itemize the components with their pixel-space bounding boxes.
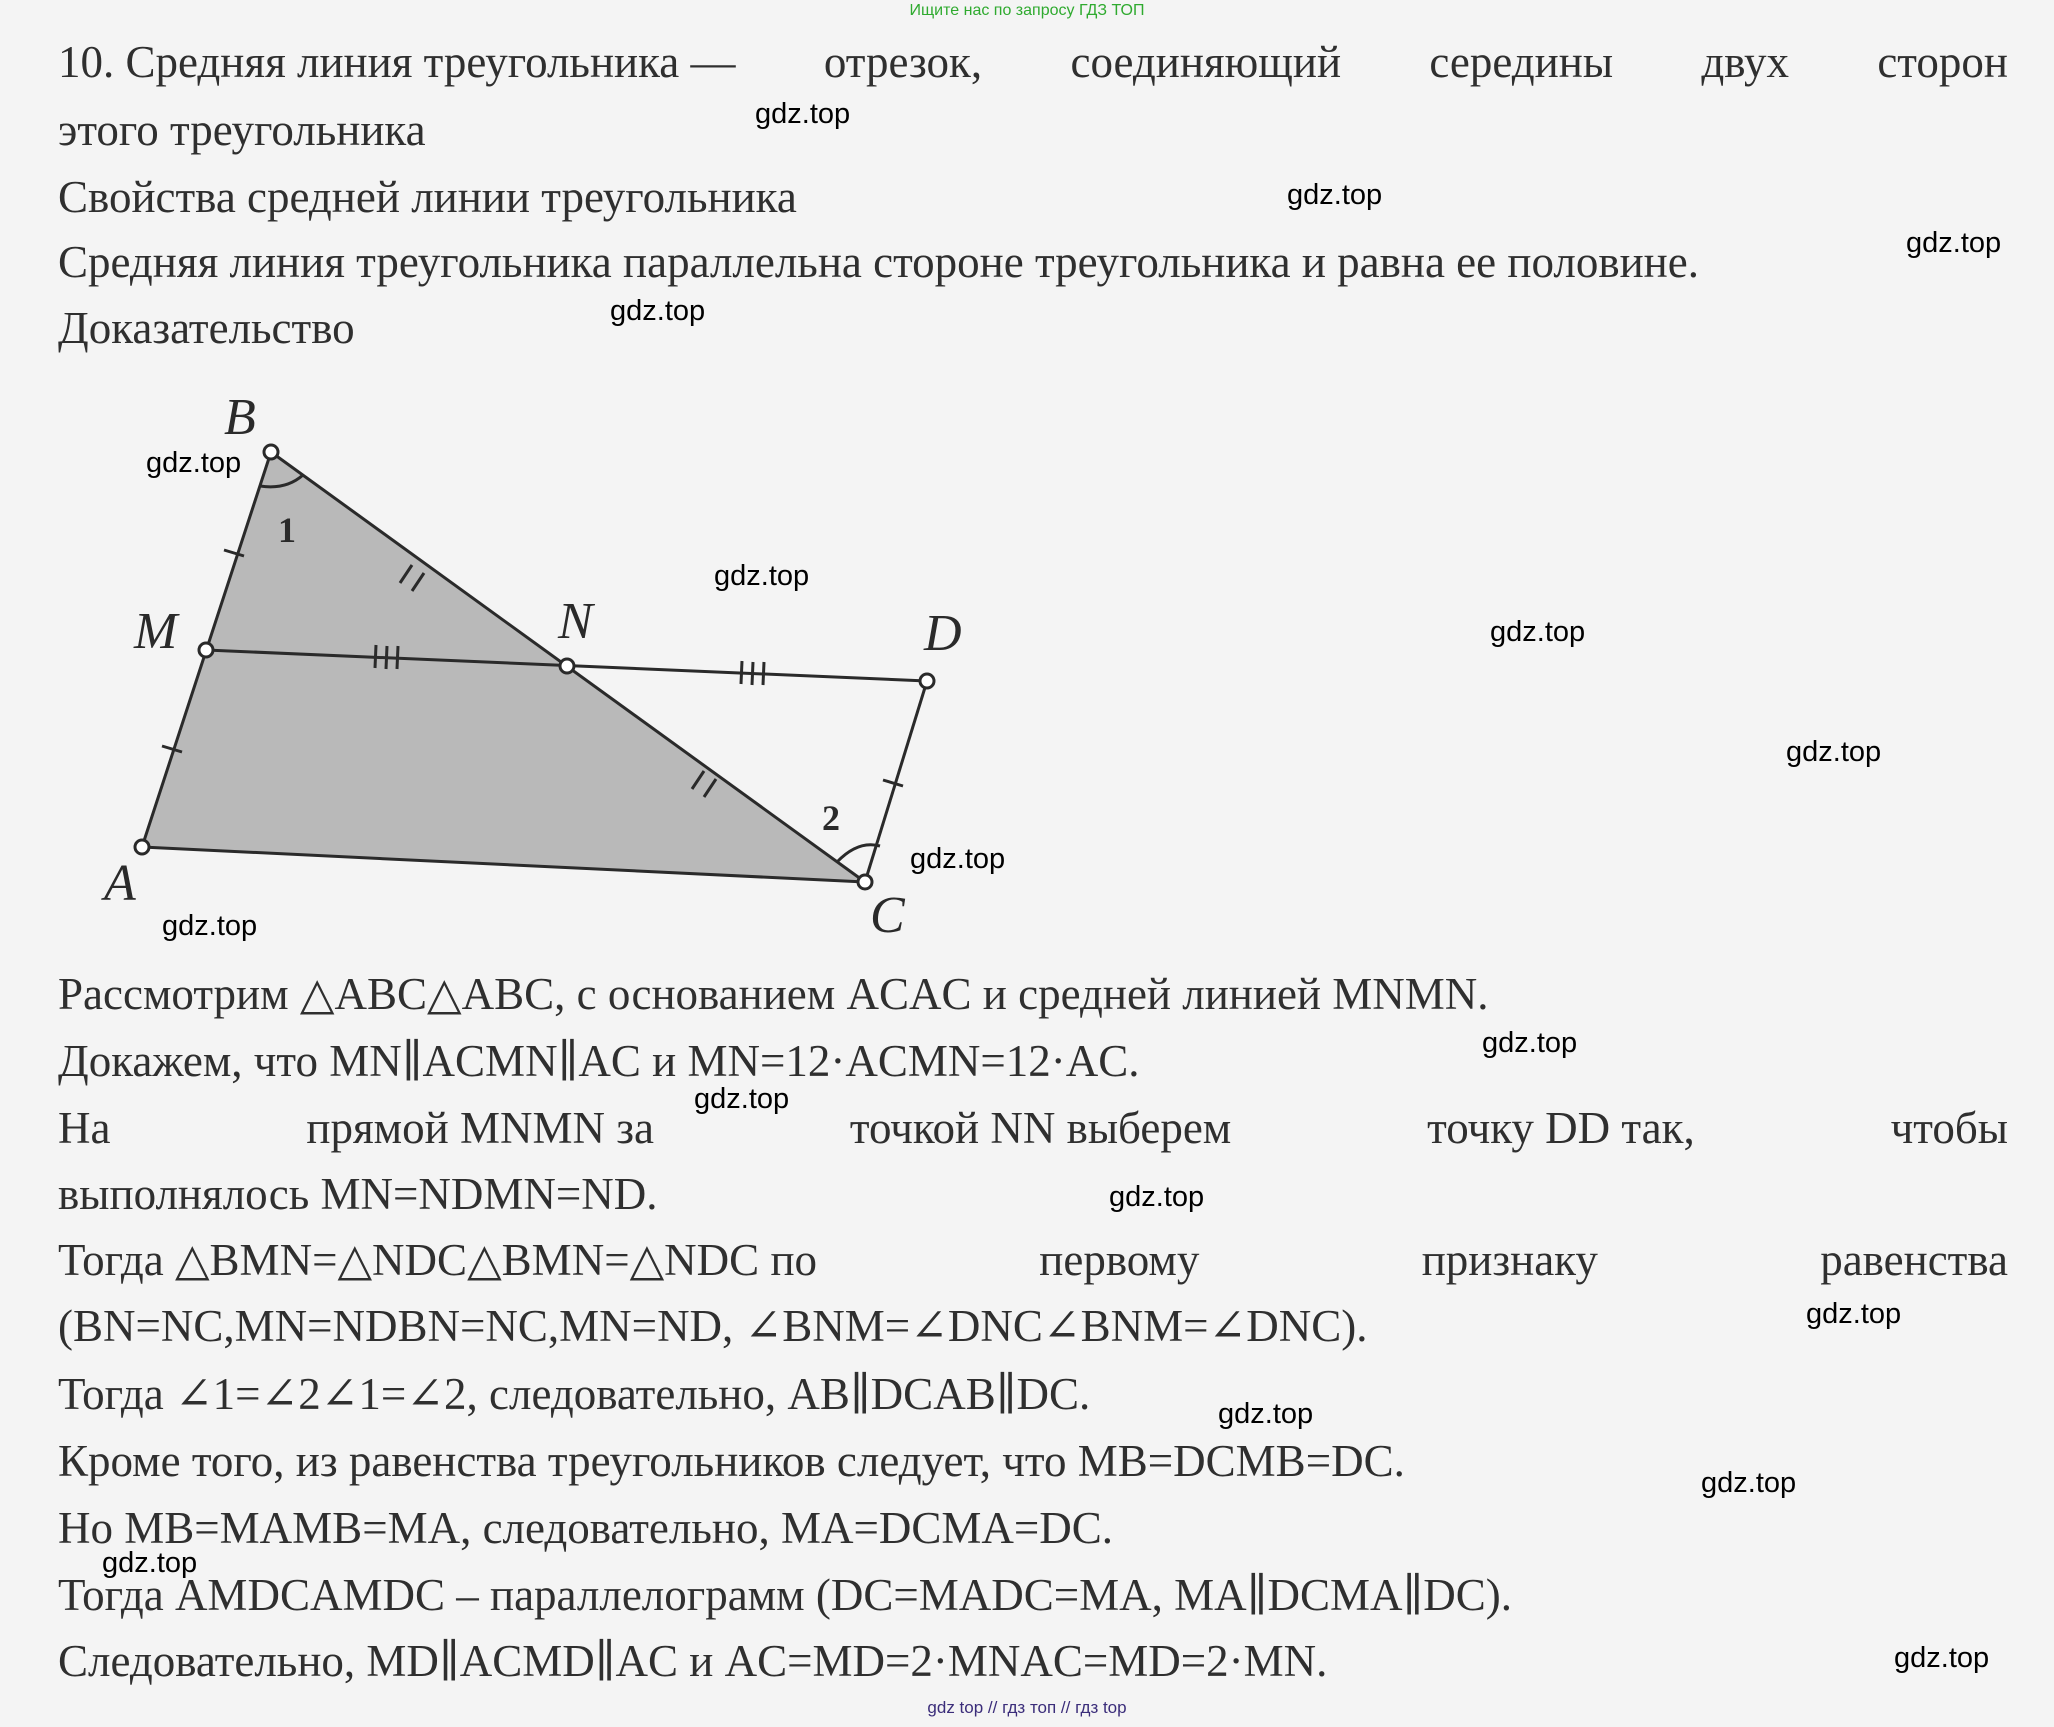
line-8-w1: прямой MNMN за	[306, 1103, 654, 1153]
watermark-4[interactable]: gdz.top	[610, 295, 706, 327]
line-13: Кроме того, из равенства треугольников следует, что MB=DCMB=DC.	[58, 1436, 1405, 1486]
watermark-10[interactable]: gdz.top	[162, 910, 258, 942]
watermark-8[interactable]: gdz.top	[1786, 736, 1882, 768]
label-a: A	[104, 855, 136, 912]
point-b	[264, 445, 278, 459]
point-n	[560, 659, 574, 673]
watermark-6[interactable]: gdz.top	[714, 560, 810, 592]
line-14: Но MB=MAMB=MA, следовательно, MA=DCMA=DC.	[58, 1503, 1113, 1553]
line-8-w0: На	[58, 1103, 111, 1153]
geometry-figure	[100, 400, 1000, 940]
line-16: Следовательно, MD∥ACMD∥AC и AC=MD=2·MNAC=MD=2·MN.	[58, 1636, 1328, 1686]
point-a	[135, 840, 149, 854]
line-10-w3: равенства	[1820, 1235, 2008, 1285]
line-12: Тогда ∠1=∠2∠1=∠2, следовательно, AB∥DCAB∥DC.	[58, 1369, 1091, 1419]
label-n: N	[558, 593, 593, 650]
watermark-9[interactable]: gdz.top	[910, 843, 1006, 875]
line-3: Свойства средней линии треугольника	[58, 172, 797, 222]
line-9: выполнялось MN=NDMN=ND.	[58, 1169, 658, 1219]
label-d: D	[924, 605, 962, 662]
line-10-w2: признаку	[1421, 1235, 1598, 1285]
watermark-17[interactable]: gdz.top	[102, 1547, 198, 1579]
watermark-16[interactable]: gdz.top	[1701, 1467, 1797, 1499]
watermark-5[interactable]: gdz.top	[146, 447, 242, 479]
watermark-3[interactable]: gdz.top	[1906, 227, 2002, 259]
watermark-2[interactable]: gdz.top	[1287, 179, 1383, 211]
line-1-w3: середины	[1429, 37, 1614, 87]
label-c: C	[870, 887, 905, 940]
point-m	[199, 643, 213, 657]
line-1-w0: 10. Средняя линия треугольника —	[58, 37, 736, 87]
line-10-w1: первому	[1039, 1235, 1200, 1285]
line-6: Рассмотрим △ABC△ABC, с основанием ACAC и средней линией MNMN.	[58, 969, 1489, 1019]
label-b: B	[224, 400, 256, 446]
line-11: (BN=NC,MN=NDBN=NC,MN=ND, ∠BNM=∠DNC∠BNM=∠DNC).	[58, 1301, 1368, 1351]
watermark-12[interactable]: gdz.top	[694, 1083, 790, 1115]
line-8-w4: чтобы	[1890, 1103, 2008, 1153]
label-angle-1: 1	[278, 510, 296, 550]
top-banner[interactable]: Ищите нас по запросу ГДЗ ТОП	[909, 2, 1145, 19]
watermark-18[interactable]: gdz.top	[1894, 1642, 1990, 1674]
line-4: Средняя линия треугольника параллельна стороне треугольника и равна ее половине.	[58, 237, 1699, 287]
line-10	[58, 1232, 2008, 1288]
label-angle-2: 2	[822, 798, 840, 838]
watermark-11[interactable]: gdz.top	[1482, 1027, 1578, 1059]
line-5: Доказательство	[58, 303, 355, 353]
line-1-w1: отрезок,	[823, 37, 983, 87]
line-7: Докажем, что MN∥ACMN∥AC и MN=12·ACMN=12·AC.	[58, 1036, 1140, 1086]
line-8	[58, 1100, 2008, 1156]
watermark-13[interactable]: gdz.top	[1109, 1181, 1205, 1213]
watermark-7[interactable]: gdz.top	[1490, 616, 1586, 648]
watermark-14[interactable]: gdz.top	[1806, 1298, 1902, 1330]
line-10-w0: Тогда △BMN=△NDC△BMN=△NDC по	[58, 1235, 818, 1285]
point-d	[920, 674, 934, 688]
line-1-w2: соединяющий	[1070, 37, 1342, 87]
line-8-w2: точкой NN выберем	[849, 1103, 1232, 1153]
line-1-w5: сторон	[1877, 37, 2008, 87]
line-8-w3: точку DD так,	[1427, 1103, 1695, 1153]
footer-links[interactable]: gdz top // гдз топ // гдз top	[927, 1698, 1127, 1717]
line-2: этого треугольника	[58, 105, 426, 155]
label-m: M	[134, 603, 178, 660]
line-15: Тогда AMDCAMDC – параллелограмм (DC=MADC=MA, MA∥DCMA∥DC).	[58, 1570, 1513, 1620]
line-1	[58, 34, 2008, 90]
line-1-w4: двух	[1701, 37, 1789, 87]
watermark-15[interactable]: gdz.top	[1218, 1398, 1314, 1430]
watermark-1[interactable]: gdz.top	[755, 98, 851, 130]
